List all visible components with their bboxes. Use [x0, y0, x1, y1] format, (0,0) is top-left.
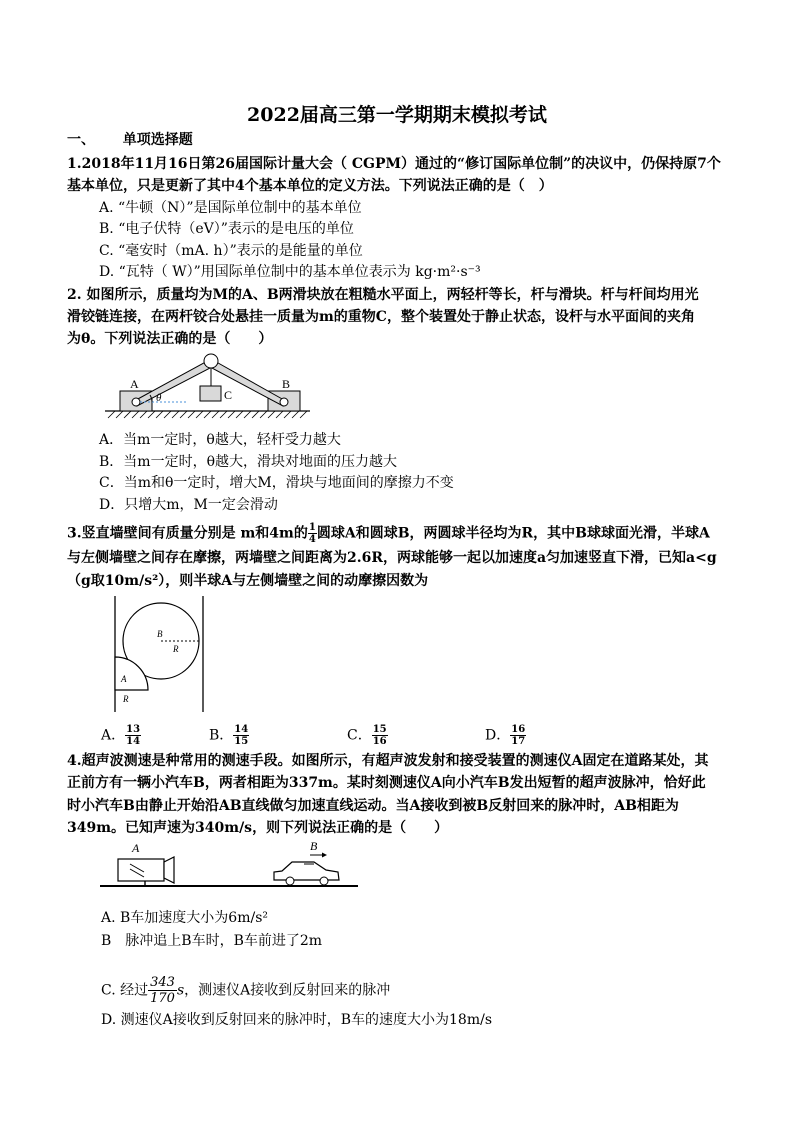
q4-meter-lens [164, 857, 174, 883]
q3-stem-post: 圆球A和圆球B，两圆球半径均为R，其中B球球面光滑，半球A [316, 525, 710, 542]
q4-figure [98, 838, 362, 894]
q2-option-b: B．当m一定时，θ越大，滑块对地面的压力越大 [99, 454, 397, 470]
q1-option-a: A. “牛顿（N）”是国际单位制中的基本单位 [99, 200, 362, 216]
q3-stem-line3: （g取10m/s²），则半球A与左侧墙壁之间的动摩擦因数为 [67, 573, 429, 589]
q4-option-c-post: ，测速仪A接收到反射回来的脉冲 [184, 982, 391, 999]
q3-option-b-den: 15 [234, 736, 249, 747]
q2-hinge-a [132, 398, 140, 406]
q3-stem-line1 [67, 522, 710, 545]
q3-option-c [347, 724, 388, 747]
q4-car-wheel-rear [320, 877, 328, 885]
q3-option-c-letter: C． [347, 727, 372, 744]
q2-option-c: C．当m和θ一定时，增大M，滑块与地面间的摩擦力不变 [99, 475, 454, 491]
q4-option-a: A. B车加速度大小为6m/s² [101, 910, 268, 926]
q4-velocity-arrowhead [322, 853, 327, 858]
q4-stem-line2: 正前方有一辆小汽车B，两者相距为337m。某时刻测速仪A向小汽车B发出短暂的超声波脉冲，恰好此 [67, 775, 706, 791]
q2-label-a: A [130, 377, 139, 391]
q3-figure [110, 596, 220, 714]
q1-stem-line2: 基本单位，只是更新了其中4个基本单位的定义方法。下列说法正确的是（ ） [67, 178, 553, 194]
q2-option-d: D．只增大m，M一定会滑动 [99, 497, 278, 513]
q2-stem-line2: 滑铰链连接，在两杆铰合处悬挂一质量为m的重物C，整个装置处于静止状态，设杆与水平面间的夹角 [67, 309, 695, 325]
q2-stem-line3: 为θ。下列说法正确的是（ ） [67, 331, 273, 347]
q3-option-a-den: 14 [126, 736, 141, 747]
q2-ground-hatch [108, 411, 307, 418]
q2-label-b: B [282, 377, 291, 391]
section-heading [67, 131, 193, 149]
q1-option-b: B. “电子伏特（eV）”表示的是电压的单位 [99, 221, 354, 237]
q3-option-a-num: 13 [126, 724, 141, 735]
q3-quarter-num: 1 [308, 522, 316, 533]
q3-option-b-fraction [233, 724, 249, 747]
q3-label-r-b: R [173, 644, 179, 654]
q2-hinge-top [204, 354, 218, 368]
q4-option-c-fraction [148, 975, 177, 1006]
q3-stem-pre: 3.竖直墙壁间有质量分别是 m和4m的 [67, 525, 308, 542]
q3-stem-line2: 与左侧墙壁之间存在摩擦，两墙壁之间距离为2.6R，两球能够一起以加速度a匀加速竖直下滑，已知a<g [67, 550, 717, 566]
q3-option-d-letter: D． [485, 727, 511, 744]
q4-option-c-num: 343 [150, 975, 175, 990]
q4-option-c [101, 975, 390, 1006]
q3-option-d-num: 16 [511, 724, 526, 735]
q2-hinge-b [280, 398, 288, 406]
q4-stem-line4: 349m。已知声速为340m/s，则下列说法正确的是（ ） [67, 820, 449, 836]
q2-label-c: C [224, 388, 233, 402]
q3-label-a: A [121, 674, 127, 684]
q4-option-b: B 脉冲追上B车时，B车前进了2m [101, 933, 323, 949]
q4-option-c-unit: s [176, 982, 185, 999]
q3-option-b [209, 724, 249, 747]
q1-option-d: D. “瓦特（ W）”用国际单位制中的基本单位表示为 kg·m²·s⁻³ [99, 264, 481, 280]
q4-label-a: A [132, 841, 140, 855]
q2-weight-c [200, 386, 221, 401]
q2-option-a: A．当m一定时，θ越大，轻杆受力越大 [99, 432, 341, 448]
q2-stem-line1: 2. 如图所示，质量均为M的A、B两滑块放在粗糙水平面上，两轻杆等长，杆与滑块。杆与杆间均用光 [67, 287, 699, 303]
q4-option-c-den: 170 [150, 991, 175, 1006]
q4-option-d: D. 测速仪A接收到反射回来的脉冲时，B车的速度大小为18m/s [101, 1012, 493, 1028]
q3-label-b: B [157, 629, 163, 639]
q4-car-b [274, 862, 339, 880]
q3-option-d [485, 724, 526, 747]
q3-option-a-letter: A． [101, 727, 126, 744]
q4-option-c-pre: C. 经过 [101, 982, 149, 999]
section-label: 单项选择题 [122, 132, 193, 148]
q3-option-b-num: 14 [234, 724, 249, 735]
q3-option-a-fraction [125, 724, 141, 747]
q3-option-d-den: 17 [511, 736, 526, 747]
q3-label-r-a: R [123, 694, 129, 704]
section-index: 一、 [67, 132, 95, 148]
q4-stem-line1: 4.超声波测速是种常用的测速手段。如图所示，有超声波发射和接受装置的测速仪A固定在道路某处，其 [67, 753, 709, 769]
q3-option-c-den: 16 [372, 736, 387, 747]
q3-option-a [101, 724, 141, 747]
q3-option-b-letter: B． [209, 727, 234, 744]
q3-option-c-fraction [372, 724, 388, 747]
q4-stem-line3: 时小汽车B由静止开始沿AB直线做匀加速直线运动。当A接收到被B反射回来的脉冲时，AB相距为 [67, 798, 679, 814]
q4-label-b: B [310, 839, 318, 853]
exam-title: 2022届高三第一学期期末模拟考试 [247, 104, 547, 126]
q3-quarter-fraction [308, 522, 317, 545]
q3-option-c-num: 15 [372, 724, 387, 735]
q1-option-c: C. “毫安时（mA. h）”表示的是能量的单位 [99, 243, 363, 259]
q3-option-d-fraction [510, 724, 526, 747]
q2-label-theta: θ [156, 392, 162, 404]
q3-quarter-den: 4 [308, 534, 316, 545]
q2-figure [100, 348, 320, 420]
q1-stem-line1: 1.2018年11月16日第26届国际计量大会（ CGPM）通过的“修订国际单位制”的决议中，仍保持原7个 [67, 156, 721, 172]
q4-car-wheel-front [286, 877, 294, 885]
